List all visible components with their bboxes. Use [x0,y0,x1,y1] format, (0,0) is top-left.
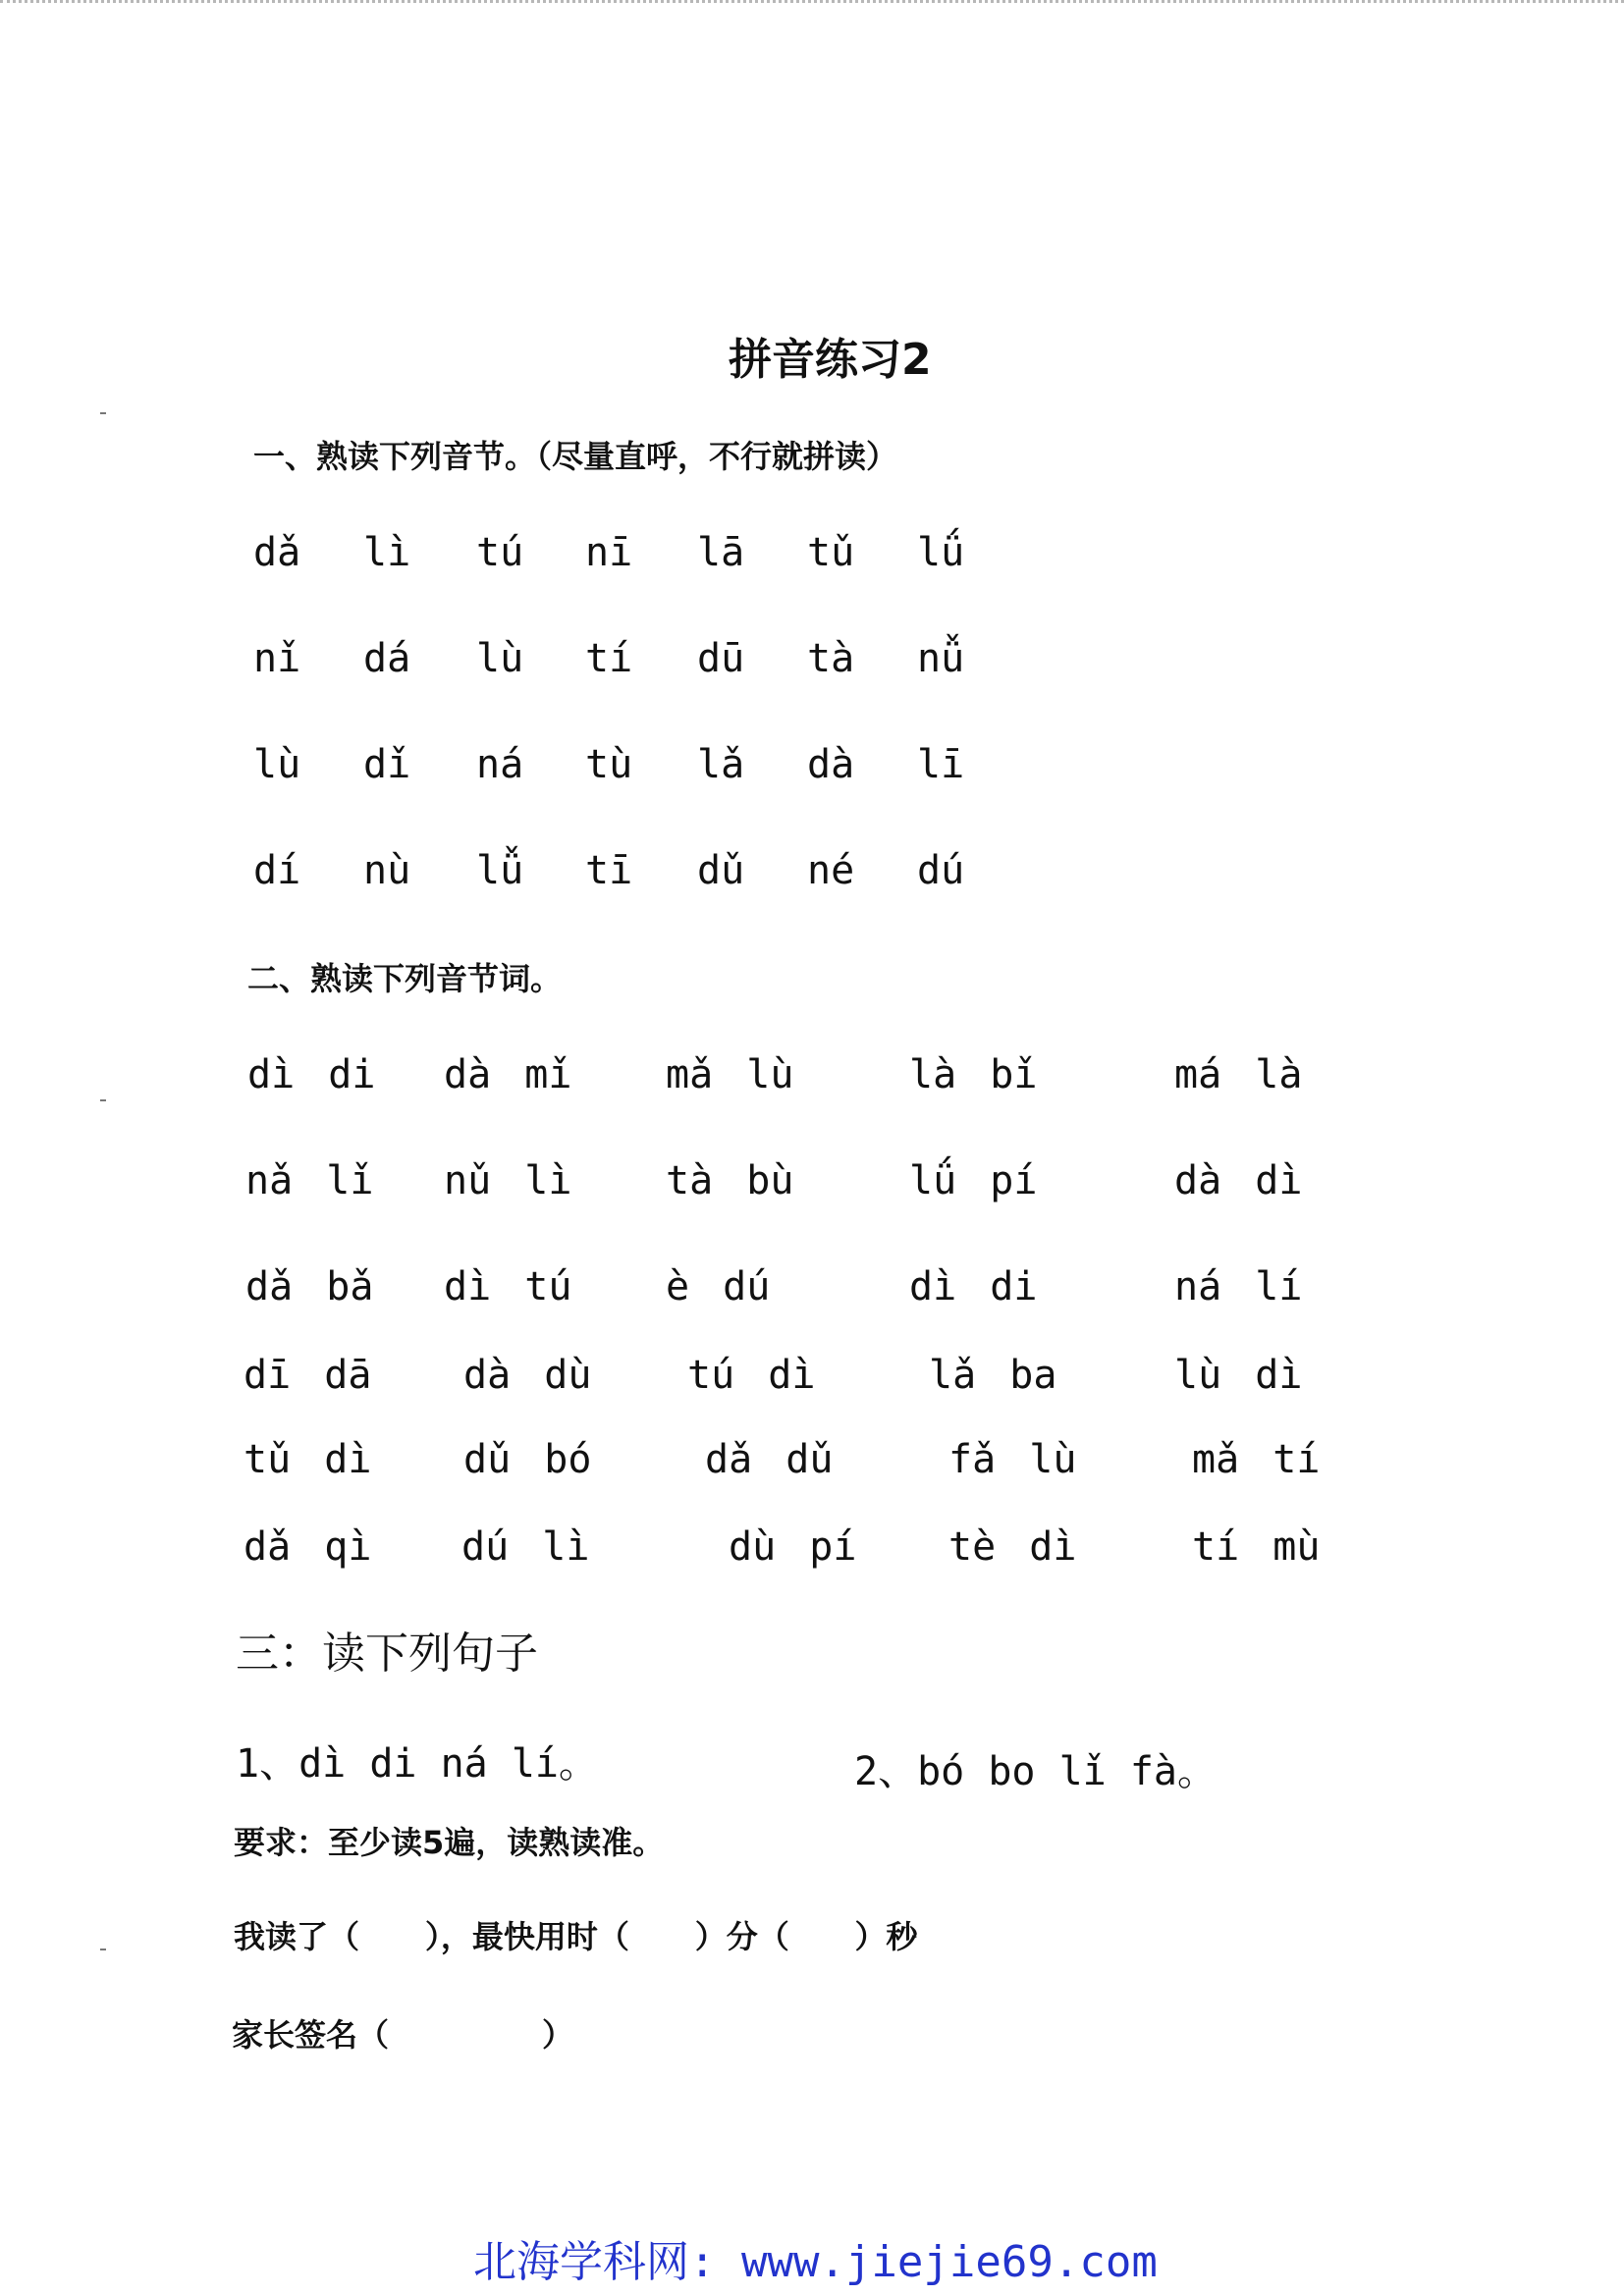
syllable-word: ná lí [1174,1264,1303,1309]
syllable-word: dǔ bó [463,1437,592,1482]
section3-heading: 三：读下列句子 [236,1629,538,1679]
syllable-word: là bǐ [909,1052,1038,1097]
syllable: dú [917,848,965,893]
syllable-word: dà dù [463,1353,592,1398]
syllable-word: dà mǐ [444,1052,572,1097]
syllable: nǚ [917,636,965,681]
syllable: lǚ [476,848,524,893]
syllable-word: tǔ dì [244,1437,372,1482]
scan-mark [100,412,106,414]
syllable: dǎ [253,530,301,575]
syllable: dǔ [697,848,745,893]
syllable-word: dù pí [729,1524,857,1570]
syllable: dí [253,848,301,893]
requirement-text: 要求：至少读5遍，读熟读准。 [234,1824,665,1861]
syllable: tí [585,636,633,681]
sentence-1: 1、dì di ná lí。 [236,1741,598,1787]
scan-edge-artifact [0,0,1624,15]
syllable: lǎ [697,742,745,787]
section2-heading: 二、熟读下列音节词。 [247,960,563,997]
sentence-2: 2、bó bo lǐ fà。 [854,1749,1217,1794]
syllable-word: tú dì [687,1353,816,1398]
syllable: lì [363,530,411,575]
syllable: tī [585,848,633,893]
syllable: dá [363,636,411,681]
syllable-word: dǎ dǔ [705,1437,834,1482]
syllable-word: dú lì [461,1524,590,1570]
scan-mark [100,1949,106,1950]
footer-website: 北海学科网: www.jiejie69.com [473,2237,1158,2287]
syllable-word: lǎ ba [929,1353,1057,1398]
syllable: dū [697,636,745,681]
syllable: lī [917,742,965,787]
syllable-word: tè dì [948,1524,1077,1570]
syllable-word: dì di [247,1052,376,1097]
syllable: tù [585,742,633,787]
syllable: nù [363,848,411,893]
syllable-word: nǎ lǐ [245,1158,374,1203]
page-title: 拼音练习2 [729,335,932,385]
syllable-word: mǎ lù [666,1052,794,1097]
syllable-word: dì di [909,1264,1038,1309]
syllable-word: dà dì [1174,1158,1303,1203]
syllable: lǘ [917,530,965,575]
syllable: dǐ [363,742,411,787]
syllable: nǐ [253,636,301,681]
section1-heading: 一、熟读下列音节。（尽量直呼，不行就拼读） [253,438,898,475]
syllable: né [807,848,855,893]
syllable-word: dǎ qì [244,1524,372,1570]
syllable-word: lǘ pí [909,1158,1038,1203]
syllable: lù [253,742,301,787]
syllable: lù [476,636,524,681]
syllable-word: mǎ tí [1192,1437,1321,1482]
syllable: tǔ [807,530,855,575]
syllable-word: má là [1174,1052,1303,1097]
scan-mark [100,1099,106,1101]
syllable: tú [476,530,524,575]
syllable-word: nǔ lì [444,1158,572,1203]
syllable-word: tí mù [1192,1524,1321,1570]
syllable: ná [476,742,524,787]
syllable-word: lù dì [1174,1353,1303,1398]
syllable: dà [807,742,855,787]
syllable-word: dì tú [444,1264,572,1309]
syllable: nī [585,530,633,575]
syllable-word: dǎ bǎ [245,1264,374,1309]
syllable-word: tà bù [666,1158,794,1203]
syllable-word: dī dā [244,1353,372,1398]
syllable-word: fǎ lù [948,1437,1077,1482]
syllable-word: è dú [666,1264,771,1309]
syllable: lā [697,530,745,575]
parent-signature-line: 家长签名（ ） [232,2016,573,2054]
read-record-line: 我读了（ ），最快用时（ ）分（ ）秒 [234,1918,918,1955]
syllable: tà [807,636,855,681]
